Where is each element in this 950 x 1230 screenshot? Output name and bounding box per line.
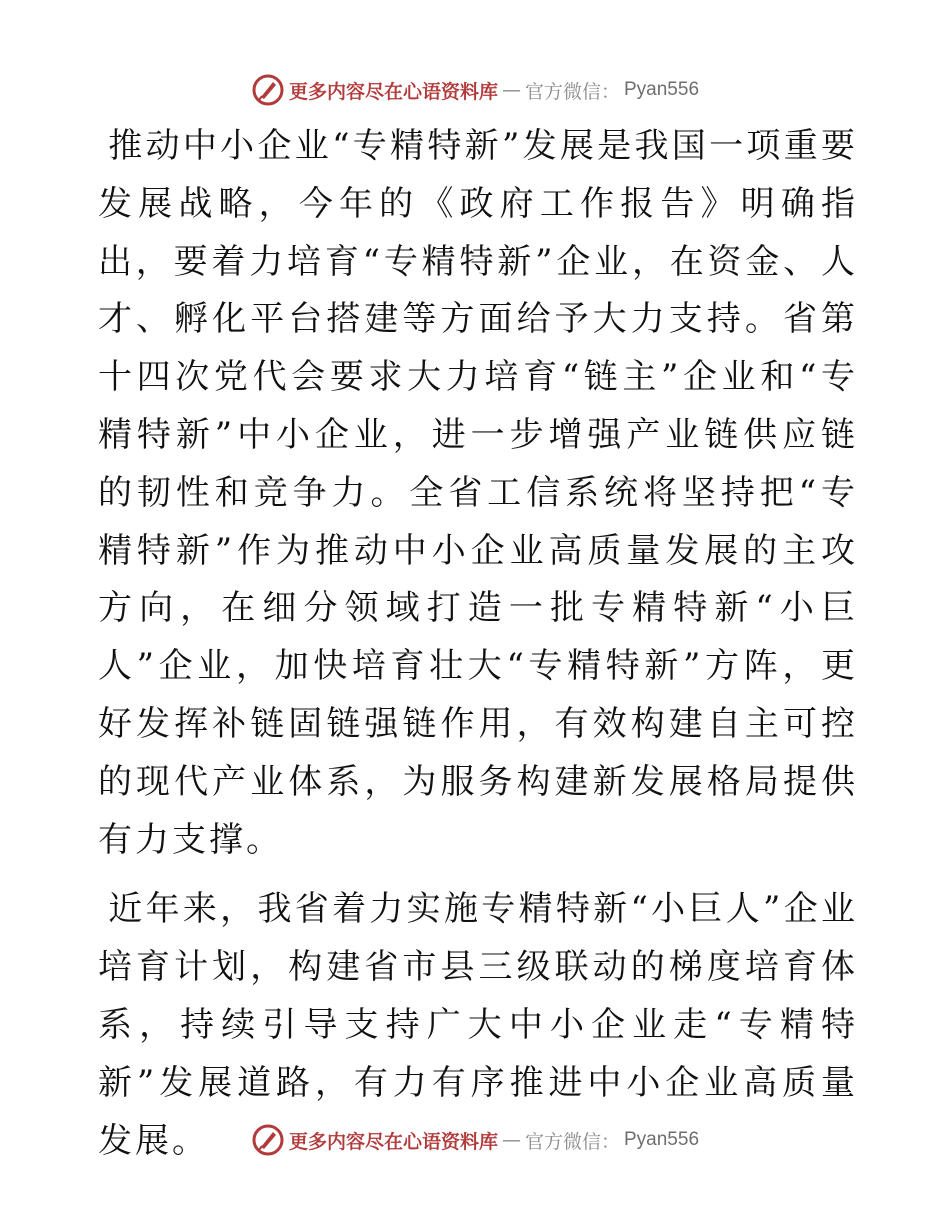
- quill-logo-icon: [251, 73, 285, 107]
- document-body: [98, 118, 858, 1170]
- header-banner: [0, 70, 950, 110]
- footer-wechat-id: Pyan556: [624, 1129, 700, 1150]
- footer-banner-inner: [251, 1123, 699, 1157]
- footer-official-label: 官方微信：: [524, 1130, 620, 1153]
- paragraph-2-text: 近年来，我省着力实施专精特新“小巨人”企业培育计划，构建省市县三级联动的梯度培育体系，持续引导支持广大中小企业走“专精特新”发展道路，有力有序推进中小企业高质量发展。: [98, 889, 858, 1161]
- quill-logo-icon: [251, 1123, 285, 1157]
- banner-separator: —: [501, 79, 521, 101]
- header-banner-inner: [251, 73, 699, 107]
- paragraph-1: [98, 118, 858, 869]
- paragraph-1-text: 推动中小企业“专精特新”发展是我国一项重要发展战略，今年的《政府工作报告》明确指出，要着力培育“专精特新”企业，在资金、人才、孵化平台搭建等方面给予大力支持。省第十四次党代会要求大力培育“链主”企业和“专精特新”中小企业，进一步增强产业链供应链的韧性和竞争力。全省工信系统将坚持把“专精特新”作为推动中小企业高质量发展的主攻方向，在细分领域打造一批专精特新“小巨人”企业，加快培育壮大“专精特新”方阵，更好发挥补链固链强链作用，有效构建自主可控的现代产业体系，为服务构建新发展格局提供有力支撑。: [98, 126, 858, 860]
- footer-banner: [0, 1120, 950, 1160]
- banner-wechat-id: Pyan556: [624, 79, 700, 100]
- banner-slogan: 更多内容尽在心语资料库: [288, 80, 498, 103]
- banner-official-label: 官方微信：: [524, 80, 620, 103]
- footer-separator: —: [501, 1129, 521, 1151]
- footer-slogan: 更多内容尽在心语资料库: [288, 1130, 498, 1153]
